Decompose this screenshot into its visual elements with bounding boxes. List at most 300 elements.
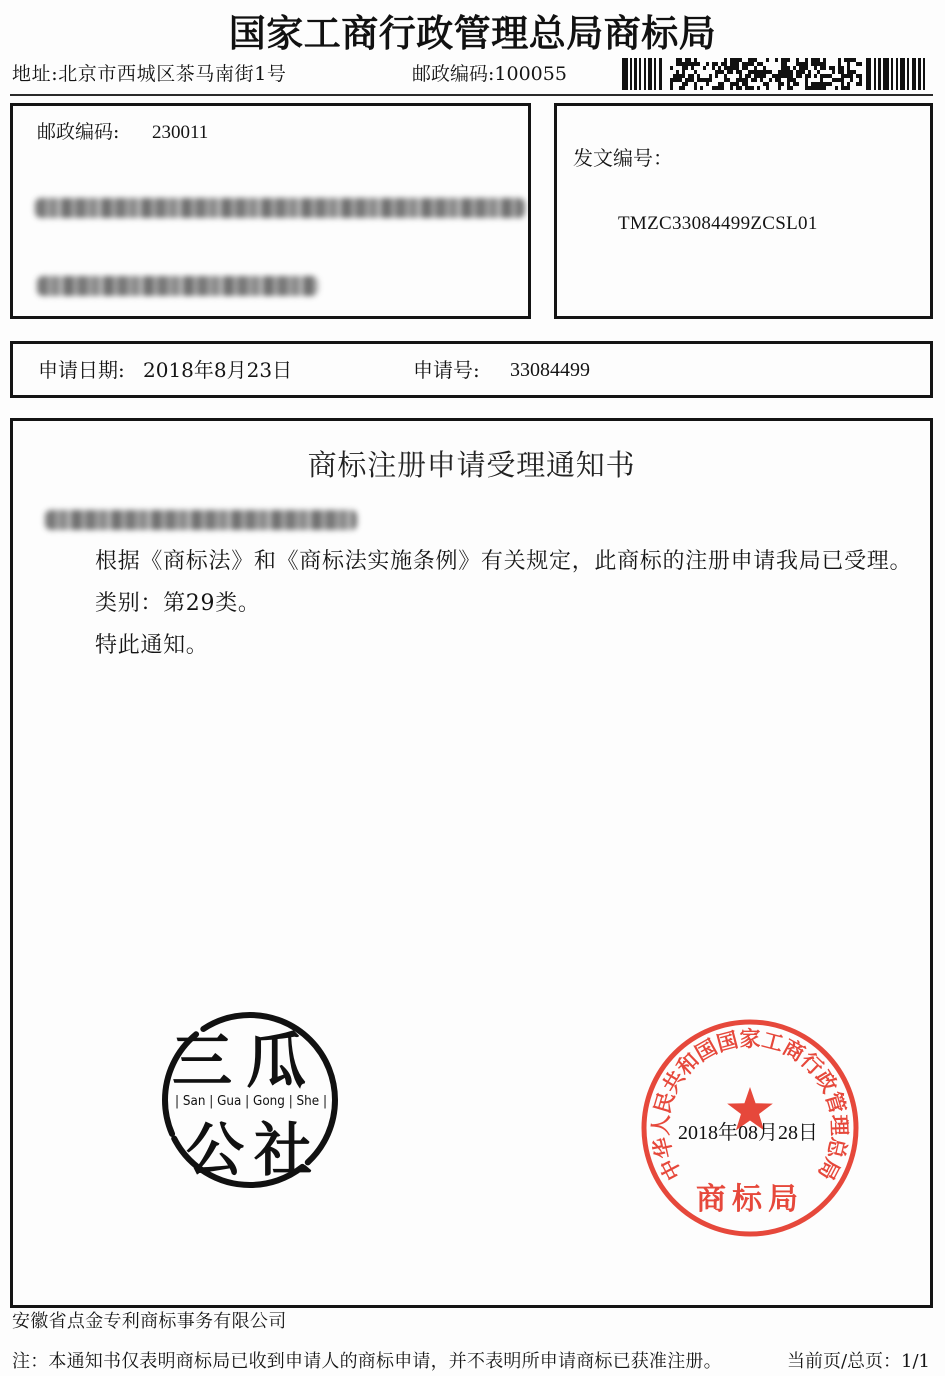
barcode-module [730,62,733,66]
barcode-module [844,86,847,90]
barcode-module [745,66,748,70]
barcode-module [736,70,739,74]
barcode-module [748,86,751,90]
barcode-module [724,62,727,66]
agent-name: 安徽省点金专利商标事务有限公司 [12,1311,287,1332]
barcode-module [811,82,814,86]
barcode-module [796,70,799,74]
barcode-module [736,58,739,62]
barcode-module [712,86,715,90]
barcode-module [820,62,823,66]
barcode-module [751,70,754,74]
barcode-module [760,62,763,66]
agency-postcode: 邮政编码:100055 [412,63,567,85]
barcode-module [736,82,739,86]
barcode-module [760,70,763,74]
barcode-module [730,66,733,70]
application-date-label: 申请日期: [38,358,125,382]
barcode-module [823,74,826,78]
barcode-module [757,62,760,66]
barcode-module [841,70,844,74]
logo-romanized-text: | San | Gua | Gong | She | [175,1094,327,1109]
barcode-module [781,74,784,78]
barcode-module [700,78,703,82]
barcode-module [784,62,787,66]
barcode-module [775,78,778,82]
barcode-module [697,74,700,78]
page-indicator: 当前页/总页：1/1 [786,1351,930,1372]
barcode-module [820,74,823,78]
barcode-module [844,74,847,78]
barcode-module [742,78,745,82]
barcode-module [841,82,844,86]
barcode-module [778,82,781,86]
barcode-module [799,62,802,66]
barcode-module [878,58,881,90]
barcode-module [706,82,709,86]
barcode-module [733,82,736,86]
barcode-module [754,58,757,62]
barcode-module [748,58,751,62]
barcode-module [850,74,853,78]
barcode-module [682,82,685,86]
barcode-module [709,74,712,78]
barcode-module [751,86,754,90]
barcode-module [859,74,862,78]
barcode-module [751,58,754,62]
barcode-module [766,58,769,62]
barcode-module [787,82,790,86]
barcode-module [727,78,730,82]
barcode-module [742,82,745,86]
barcode-module [712,66,715,70]
application-number: 33084499 [510,359,590,381]
barcode-module [739,58,742,62]
seal-bottom-text: 商标局 [696,1182,804,1217]
barcode-module [799,74,802,78]
barcode-module [850,78,853,82]
barcode-module [754,70,757,74]
barcode-module [820,86,823,90]
barcode-module [778,74,781,78]
barcode-module [832,70,835,74]
barcode-module [724,74,727,78]
barcode-module [847,58,850,62]
barcode-module [811,62,814,66]
barcode-module [679,74,682,78]
barcode-module [814,74,817,78]
barcode-module [781,70,784,74]
barcode-module [760,74,763,78]
barcode-module [826,74,829,78]
barcode-module [763,66,766,70]
barcode-module [817,62,820,66]
barcode-module [721,82,724,86]
barcode-module [712,62,715,66]
barcode-module [912,58,916,90]
barcode-module [790,86,793,90]
barcode-module [847,86,850,90]
barcode-module [838,70,841,74]
redacted-recipient-address [35,198,525,218]
barcode-module [763,82,766,86]
barcode-module [793,82,796,86]
barcode-module [630,58,632,90]
barcode-module [814,86,817,90]
barcode-module [733,62,736,66]
barcode-module [694,82,697,86]
barcode-module [805,82,808,86]
barcode-module [682,86,685,90]
barcode-module [838,66,841,70]
barcode-module [799,70,802,74]
barcode-module [694,86,697,90]
barcode-module [796,82,799,86]
barcode-module [715,86,718,90]
barcode-module [745,82,748,86]
barcode-module [847,62,850,66]
barcode-module [706,78,709,82]
barcode-module [700,86,703,90]
barcode-module [679,78,682,82]
barcode-module [775,74,778,78]
barcode-module [817,58,820,62]
barcode-module [694,70,697,74]
barcode-module [859,62,862,66]
barcode-module [739,78,742,82]
barcode-module [644,58,646,90]
notice-body-line: 根据《商标法》和《商标法实施条例》有关规定，此商标的注册申请我局已受理。 [95,549,913,574]
barcode-module [787,58,790,62]
barcode-module [823,62,826,66]
notice-box [10,418,933,1308]
barcode-module [659,58,662,90]
redacted-recipient-name [37,276,318,296]
barcode-module [670,78,673,82]
brand-logo [150,1005,350,1195]
barcode-module [760,78,763,82]
barcode-module [817,70,820,74]
barcode-module [748,62,751,66]
barcode-module [853,70,856,74]
barcode-module [670,66,673,70]
agency-title: 国家工商行政管理总局商标局 [228,11,717,55]
barcode-module [769,78,772,82]
barcode-module [682,62,685,66]
barcode-module [778,86,781,90]
barcode-module [688,78,691,82]
barcode-module [790,78,793,82]
barcode-module [787,70,790,74]
barcode-module [841,74,844,78]
barcode-module [763,70,766,74]
notice-class-line: 类别：第29类。 [95,591,261,616]
barcode-module [844,58,847,62]
footer-note: 注：本通知书仅表明商标局已收到申请人的商标申请，并不表明所申请商标已获准注册。 [12,1351,722,1372]
barcode-module [724,58,727,62]
barcode-module [793,78,796,82]
barcode-module [654,58,656,90]
barcode-module [814,82,817,86]
barcode-module [676,58,679,62]
notice-closing-line: 特此通知。 [95,633,209,658]
barcode-module [778,78,781,82]
barcode-module [850,58,853,62]
barcode-module [820,82,823,86]
barcode-module [772,74,775,78]
barcode-module [808,70,811,74]
barcode-module [778,70,781,74]
barcode-module [853,58,856,62]
logo-top-text: 三瓜 [172,1027,320,1097]
barcode-module [724,78,727,82]
application-info-box [10,341,933,398]
barcode-module [787,78,790,82]
barcode-module [688,58,691,62]
logo-bottom-text: 公社 [185,1116,323,1184]
barcode-module [814,58,817,62]
barcode-module [766,70,769,74]
barcode-module [751,62,754,66]
barcode-module [841,66,844,70]
barcode-module [802,62,805,66]
barcode-module [673,74,676,78]
barcode-module [757,74,760,78]
barcode-module [775,58,778,62]
barcode-module [748,74,751,78]
barcode-module [763,74,766,78]
barcode-module [859,78,862,82]
barcode-module [745,62,748,66]
barcode-module [730,58,733,62]
barcode-module [805,58,808,62]
barcode-module [682,66,685,70]
barcode-module [730,82,733,86]
barcode-module [706,62,709,66]
notice-title: 商标注册申请受理通知书 [307,448,636,482]
barcode-module [754,66,757,70]
stamp-date: 2018年08月28日 [678,1122,818,1144]
barcode-module [859,82,862,86]
barcode-module [811,58,814,62]
barcode-module [697,62,700,66]
barcode-module [781,82,784,86]
barcode-module [918,58,921,90]
barcode-module [639,58,641,90]
barcode-module [685,58,688,62]
document-number: TMZC33084499ZCSL01 [618,213,818,234]
barcode-module [805,86,808,90]
barcode-module [691,66,694,70]
barcode-module [739,74,742,78]
barcode-module [745,74,748,78]
barcode [622,58,930,90]
redacted-applicant-name [45,510,357,530]
barcode-module [730,86,733,90]
barcode-module [676,78,679,82]
barcode-module [715,62,718,66]
barcode-module [866,58,871,90]
barcode-module [648,58,652,90]
barcode-module [814,62,817,66]
barcode-module [923,58,925,90]
barcode-module [829,66,832,70]
barcode-module [835,86,838,90]
barcode-module [727,70,730,74]
barcode-module [679,58,682,62]
barcode-module [802,70,805,74]
barcode-module [838,78,841,82]
barcode-module [847,82,850,86]
barcode-module [676,70,679,74]
barcode-module [829,74,832,78]
barcode-module [718,66,721,70]
barcode-module [811,86,814,90]
barcode-module [718,86,721,90]
barcode-module [850,70,853,74]
barcode-module [715,70,718,74]
barcode-module [688,62,691,66]
barcode-module [787,66,790,70]
barcode-module [784,58,787,62]
seal-arc-textpath: 中华人民共和国国家工商行政管理总局 [647,1025,853,1185]
barcode-module [766,82,769,86]
barcode-module [685,62,688,66]
barcode-module [847,74,850,78]
barcode-module [817,82,820,86]
barcode-module [676,74,679,78]
agency-address: 地址:北京市西城区茶马南街1号 [12,63,287,85]
barcode-module [896,58,898,90]
barcode-module [745,78,748,82]
barcode-module [730,70,733,74]
barcode-module [808,74,811,78]
barcode-module [790,74,793,78]
barcode-module [676,62,679,66]
barcode-module [691,74,694,78]
barcode-module [673,78,676,82]
barcode-module [715,74,718,78]
barcode-module [802,66,805,70]
barcode-module [766,86,769,90]
recipient-postcode: 230011 [152,122,209,143]
barcode-module [781,58,784,62]
barcode-module [718,82,721,86]
barcode-module [754,78,757,82]
header-divider [10,94,933,96]
document-number-label: 发文编号： [573,146,673,170]
barcode-module [805,66,808,70]
document-number-box [554,103,933,319]
barcode-module [826,82,829,86]
barcode-module [622,58,628,90]
barcode-module [874,58,876,90]
barcode-module [781,62,784,66]
barcode-module [709,78,712,82]
barcode-module [784,70,787,74]
barcode-module [721,62,724,66]
recipient-box [10,103,531,319]
barcode-module [733,58,736,62]
barcode-module [793,66,796,70]
barcode-module [769,70,772,74]
barcode-module [694,62,697,66]
barcode-module [900,58,905,90]
barcode-module [856,62,859,66]
barcode-module [739,70,742,74]
barcode-module [682,70,685,74]
barcode-module [691,78,694,82]
barcode-module [883,58,889,90]
barcode-module [682,74,685,78]
barcode-module [835,78,838,82]
barcode-module [787,86,790,90]
barcode-module [820,66,823,70]
barcode-module [805,62,808,66]
barcode-module [742,66,745,70]
barcode-module [721,86,724,90]
barcode-module [796,74,799,78]
barcode-module [808,86,811,90]
barcode-module [805,74,808,78]
barcode-module [751,78,754,82]
application-number-label: 申请号: [413,358,480,382]
barcode-module [685,78,688,82]
barcode-module [724,66,727,70]
barcode-module [733,66,736,70]
barcode-module [634,58,637,90]
barcode-module [670,86,673,90]
barcode-module [736,86,739,90]
barcode-module [799,66,802,70]
barcode-module [832,66,835,70]
barcode-module [679,86,682,90]
barcode-module [790,70,793,74]
barcode-module [820,78,823,82]
barcode-module [685,82,688,86]
barcode-module [736,78,739,82]
barcode-module [891,58,893,90]
barcode-module [697,78,700,82]
barcode-module [757,70,760,74]
barcode-module [814,66,817,70]
barcode-module [703,78,706,82]
barcode-module [856,74,859,78]
barcode-module [742,62,745,66]
barcode-module [688,74,691,78]
barcode-module [796,58,799,62]
barcode-module [847,66,850,70]
barcode-module [685,66,688,70]
barcode-module [856,82,859,86]
barcode-module [757,86,760,90]
barcode-module [805,78,808,82]
barcode-module [721,70,724,74]
barcode-module [745,86,748,90]
barcode-module [832,78,835,82]
barcode-module [718,70,721,74]
barcode-module [796,62,799,66]
barcode-module [754,74,757,78]
barcode-module [823,66,826,70]
barcode-module [787,74,790,78]
recipient-postcode-label: 邮政编码: [37,121,120,143]
barcode-module [784,74,787,78]
barcode-module [736,66,739,70]
barcode-module [703,66,706,70]
application-date: 2018年8月23日 [143,358,293,382]
barcode-module [679,62,682,66]
